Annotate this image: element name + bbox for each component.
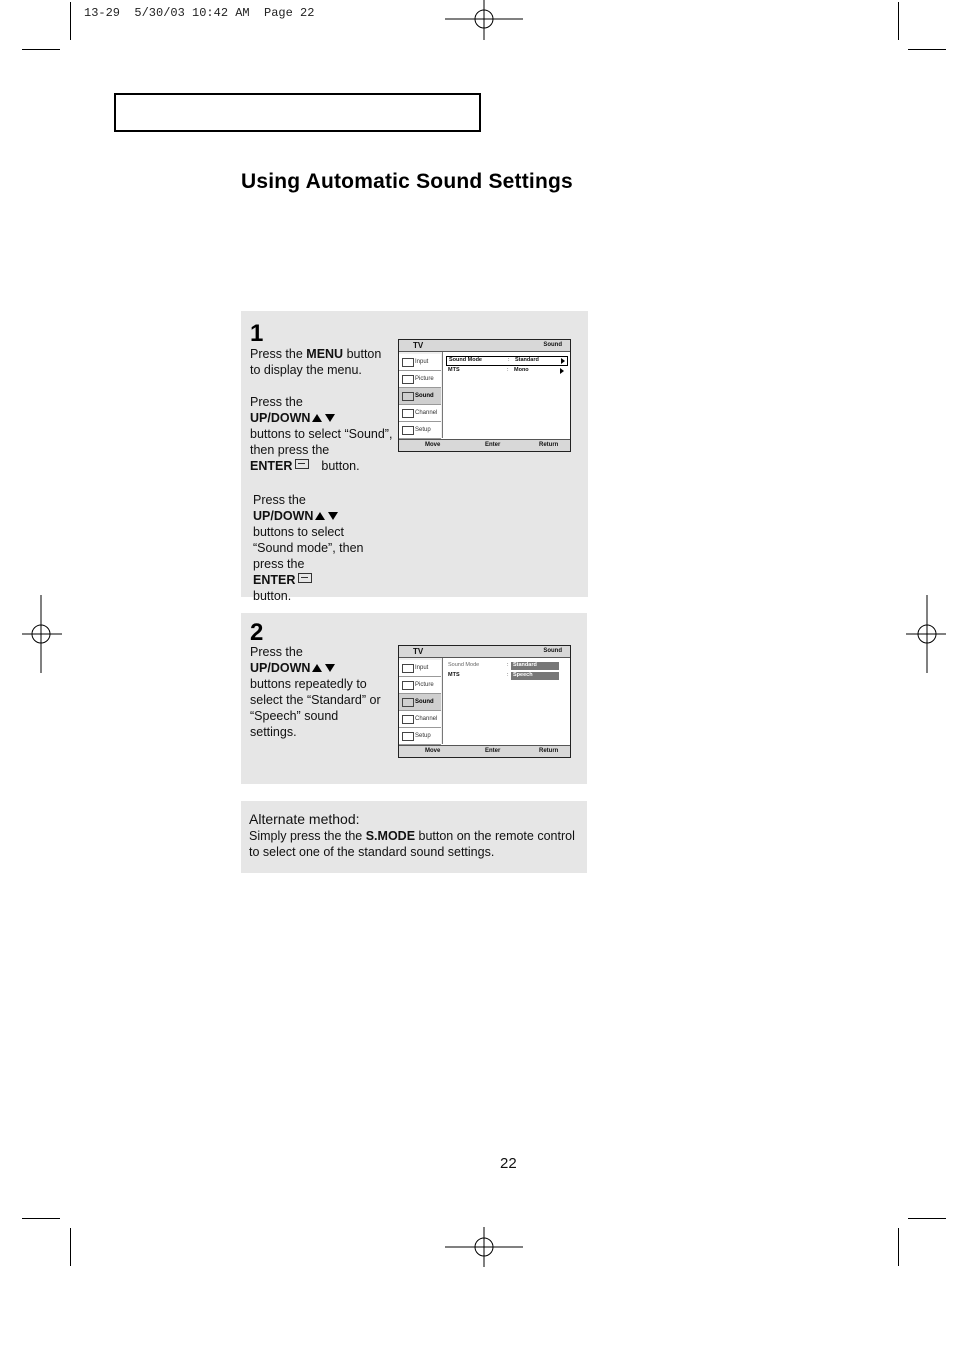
registration-mark-top xyxy=(445,0,523,40)
crop-mark xyxy=(70,1228,71,1266)
up-down-label: UP/DOWN xyxy=(250,661,311,675)
setup-icon xyxy=(402,426,414,435)
osd-footer-move: Move xyxy=(425,442,441,448)
registration-mark-right xyxy=(906,595,946,673)
up-down-arrows-icon xyxy=(312,660,335,676)
menu-button-label: MENU xyxy=(306,347,344,361)
osd-sidebar xyxy=(399,658,443,744)
step-number: 2 xyxy=(250,619,264,646)
crop-mark xyxy=(70,2,71,40)
osd-footer-enter: Enter xyxy=(485,748,501,754)
osd-menu-channel: Channel xyxy=(399,405,441,422)
step-2-instruction: Press the UP/DOWN buttons repeatedly to select the “Standard” or “Speech” sound settings. xyxy=(250,645,381,739)
osd-row-sound-mode: Sound Mode : Standard xyxy=(446,356,568,366)
osd-footer xyxy=(399,439,570,451)
osd-sidebar xyxy=(399,352,443,438)
input-icon xyxy=(402,664,414,673)
up-down-label: UP/DOWN xyxy=(250,411,311,425)
osd-menu-channel: Channel xyxy=(399,711,441,728)
osd-tv-label: TV xyxy=(413,341,424,350)
osd-header xyxy=(399,646,570,658)
osd-row-mts: MTS : Mono xyxy=(446,367,566,375)
registration-mark-left xyxy=(22,595,62,673)
picture-icon xyxy=(402,681,414,690)
osd-row-sound-mode: Sound Mode : xyxy=(448,662,509,668)
tv-menu-screenshot-2 xyxy=(398,645,571,758)
step-1-instruction-1: Press the MENU button to display the menu. xyxy=(250,347,382,377)
osd-footer-return: Return xyxy=(539,442,559,448)
osd-section-label: Sound xyxy=(543,648,562,654)
alternate-method-title: Alternate method: xyxy=(249,811,360,827)
step-number: 1 xyxy=(250,320,264,347)
crop-mark xyxy=(898,1228,899,1266)
crop-mark xyxy=(908,1218,946,1219)
chapter-header-box xyxy=(114,93,481,132)
osd-section-label: Sound xyxy=(543,342,562,348)
enter-icon xyxy=(295,459,309,469)
speaker-icon xyxy=(402,698,414,707)
osd-menu-picture: Picture xyxy=(399,677,441,694)
arrow-right-icon xyxy=(560,368,564,374)
registration-mark-bottom xyxy=(445,1227,523,1267)
up-down-arrows-icon xyxy=(315,508,338,524)
osd-footer-return: Return xyxy=(539,748,559,754)
crop-mark xyxy=(898,2,899,40)
enter-label: ENTER xyxy=(253,573,296,587)
osd-menu-input: Input xyxy=(399,660,441,677)
step-1-instruction-3: Press the UP/DOWN buttons to select “Sound mode”, then press the ENTER button. xyxy=(253,493,364,603)
enter-label: ENTER xyxy=(250,459,293,473)
tv-menu-screenshot-1 xyxy=(398,339,571,452)
step-1-instruction-2: Press the UP/DOWN buttons to select “Sound”, then press the ENTER button. xyxy=(250,395,393,473)
osd-option-speech: Speech xyxy=(511,672,559,680)
speaker-icon xyxy=(402,392,414,401)
osd-footer-move: Move xyxy=(425,748,441,754)
osd-footer xyxy=(399,745,570,757)
arrow-right-icon xyxy=(561,358,565,364)
antenna-icon xyxy=(402,715,414,724)
osd-row-mts: MTS : xyxy=(448,672,509,678)
picture-icon xyxy=(402,375,414,384)
osd-menu-sound: Sound xyxy=(399,694,441,711)
page-title: Using Automatic Sound Settings xyxy=(241,170,573,193)
input-icon xyxy=(402,358,414,367)
smode-label: S.MODE xyxy=(365,829,416,843)
crop-mark xyxy=(908,49,946,50)
osd-option-standard: Standard xyxy=(511,662,559,670)
osd-menu-sound: Sound xyxy=(399,388,441,405)
alternate-method-body: Simply press the the S.MODE button on the remote control to select one of the standard sound settings. xyxy=(249,829,575,859)
crop-mark xyxy=(22,1218,60,1219)
osd-menu-picture: Picture xyxy=(399,371,441,388)
print-slug: 13-29 5/30/03 10:42 AM Page 22 xyxy=(84,6,315,20)
setup-icon xyxy=(402,732,414,741)
up-down-arrows-icon xyxy=(312,410,335,426)
crop-mark xyxy=(22,49,60,50)
osd-footer-enter: Enter xyxy=(485,442,501,448)
osd-menu-input: Input xyxy=(399,354,441,371)
page-number: 22 xyxy=(500,1155,517,1172)
osd-menu-setup: Setup xyxy=(399,728,441,745)
osd-tv-label: TV xyxy=(413,647,424,656)
enter-icon xyxy=(298,573,312,583)
up-down-label: UP/DOWN xyxy=(253,509,314,523)
osd-menu-setup: Setup xyxy=(399,422,441,439)
osd-header xyxy=(399,340,570,352)
antenna-icon xyxy=(402,409,414,418)
